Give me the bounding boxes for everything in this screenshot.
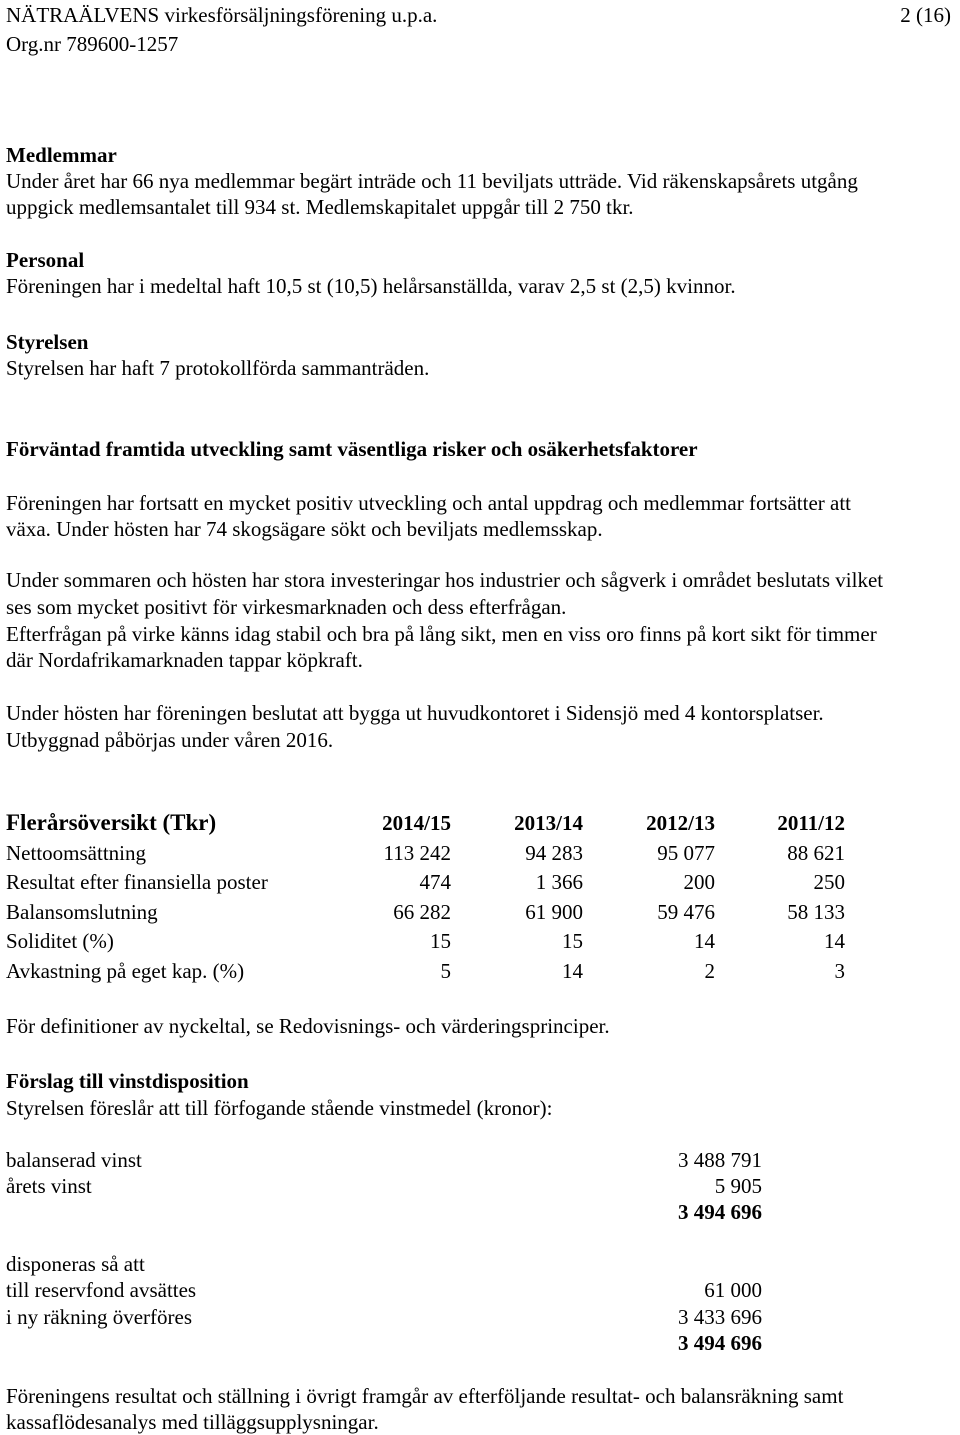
overview-note: För definitioner av nyckeltal, se Redovisnings- och värderingsprinciper. [6,1014,610,1038]
disposition-item-label: till reservfond avsättes [6,1278,197,1302]
page-number: 2 (16) [900,3,951,27]
overview-cell: 200 [683,870,715,894]
disposition-item-value: 3 488 791 [678,1148,762,1172]
overview-cell: 2 [704,959,715,983]
disposition-intro: Styrelsen föreslår att till förfogande stående vinstmedel (kronor): [6,1096,553,1120]
disposition-item-value: 5 905 [714,1174,762,1198]
overview-cell: 15 [562,929,583,953]
staff-line-1: Föreningen har i medeltal haft 10,5 st (10,5) helårsanställda, varav 2,5 st (2,5) kvinnor. [6,274,736,298]
overview-cell: 5 [440,959,451,983]
org-number: Org.nr 789600-1257 [6,32,179,56]
overview-cell: 3 [834,959,845,983]
overview-row-label: Soliditet (%) [6,929,114,953]
overview-col-header: 2012/13 [646,811,715,835]
overview-col-header: 2014/15 [382,811,451,835]
overview-cell: 61 900 [525,900,583,924]
overview-row-label: Avkastning på eget kap. (%) [6,959,245,983]
disposition-total: 3 494 696 [678,1331,762,1355]
board-line-1: Styrelsen har haft 7 protokollförda sammanträden. [6,356,430,380]
overview-heading: Flerårsöversikt (Tkr) [6,810,217,835]
overview-cell: 15 [430,929,451,953]
overview-cell: 1 366 [535,870,583,894]
disposition-item-label: årets vinst [6,1174,92,1198]
overview-row-label: Resultat efter finansiella poster [6,870,268,894]
board-heading: Styrelsen [6,330,89,354]
outlook-p2-line-4: där Nordafrikamarknaden tappar köpkraft. [6,648,363,672]
outlook-p2-line-1: Under sommaren och hösten har stora investeringar hos industrier och sågverk i området beslutats vilket [6,568,884,592]
overview-col-header: 2011/12 [777,811,845,835]
overview-cell: 95 077 [657,841,715,865]
disposition-item-label: balanserad vinst [6,1148,142,1172]
overview-row-label: Balansomslutning [6,900,158,924]
overview-cell: 113 242 [383,841,451,865]
company-name: NÄTRAÄLVENS virkesförsäljningsförening u.p.a. [6,3,438,27]
overview-cell: 250 [813,870,845,894]
overview-cell: 59 476 [657,900,715,924]
overview-cell: 66 282 [393,900,451,924]
overview-cell: 14 [824,929,845,953]
closing-line-2: kassaflödesanalys med tilläggsupplysningar. [6,1410,379,1434]
overview-cell: 14 [694,929,715,953]
outlook-p3-line-2: Utbyggnad påbörjas under våren 2016. [6,728,334,752]
closing-line-1: Föreningens resultat och ställning i övrigt framgår av efterföljande resultat- och balansräkning samt [6,1384,844,1408]
disposition-total: 3 494 696 [678,1200,762,1224]
outlook-p2-line-3: Efterfrågan på virke känns idag stabil och bra på lång sikt, men en viss oro finns på kort sikt för timmer [6,622,877,646]
overview-cell: 94 283 [525,841,583,865]
outlook-heading: Förväntad framtida utveckling samt väsentliga risker och osäkerhetsfaktorer [6,437,698,461]
members-line-2: uppgick medlemsantalet till 934 st. Medlemskapitalet uppgår till 2 750 tkr. [6,195,634,219]
overview-cell: 88 621 [787,841,845,865]
members-line-1: Under året har 66 nya medlemmar begärt inträde och 11 beviljats utträde. Vid räkenskapsårets utgång [6,169,858,193]
overview-col-header: 2013/14 [514,811,583,835]
disposition-item-value: 3 433 696 [678,1305,762,1329]
outlook-p2-line-2: ses som mycket positivt för virkesmarknaden och dess efterfrågan. [6,595,567,619]
outlook-p1-line-2: växa. Under hösten har 74 skogsägare sökt och beviljats medlemsskap. [6,517,603,541]
overview-row-label: Nettoomsättning [6,841,146,865]
outlook-p1-line-1: Föreningen har fortsatt en mycket positiv utveckling och antal uppdrag och medlemmar fortsätter att [6,491,851,515]
overview-cell: 474 [419,870,451,894]
overview-cell: 14 [562,959,583,983]
disposition-item-value: 61 000 [704,1278,762,1302]
disposition-subtitle: disponeras så att [6,1252,145,1276]
disposition-item-label: i ny räkning överföres [6,1305,193,1329]
staff-heading: Personal [6,248,85,272]
disposition-heading: Förslag till vinstdisposition [6,1069,249,1093]
members-heading: Medlemmar [6,143,117,167]
overview-cell: 58 133 [787,900,845,924]
outlook-p3-line-1: Under hösten har föreningen beslutat att bygga ut huvudkontoret i Sidensjö med 4 kontorsplatser. [6,701,824,725]
